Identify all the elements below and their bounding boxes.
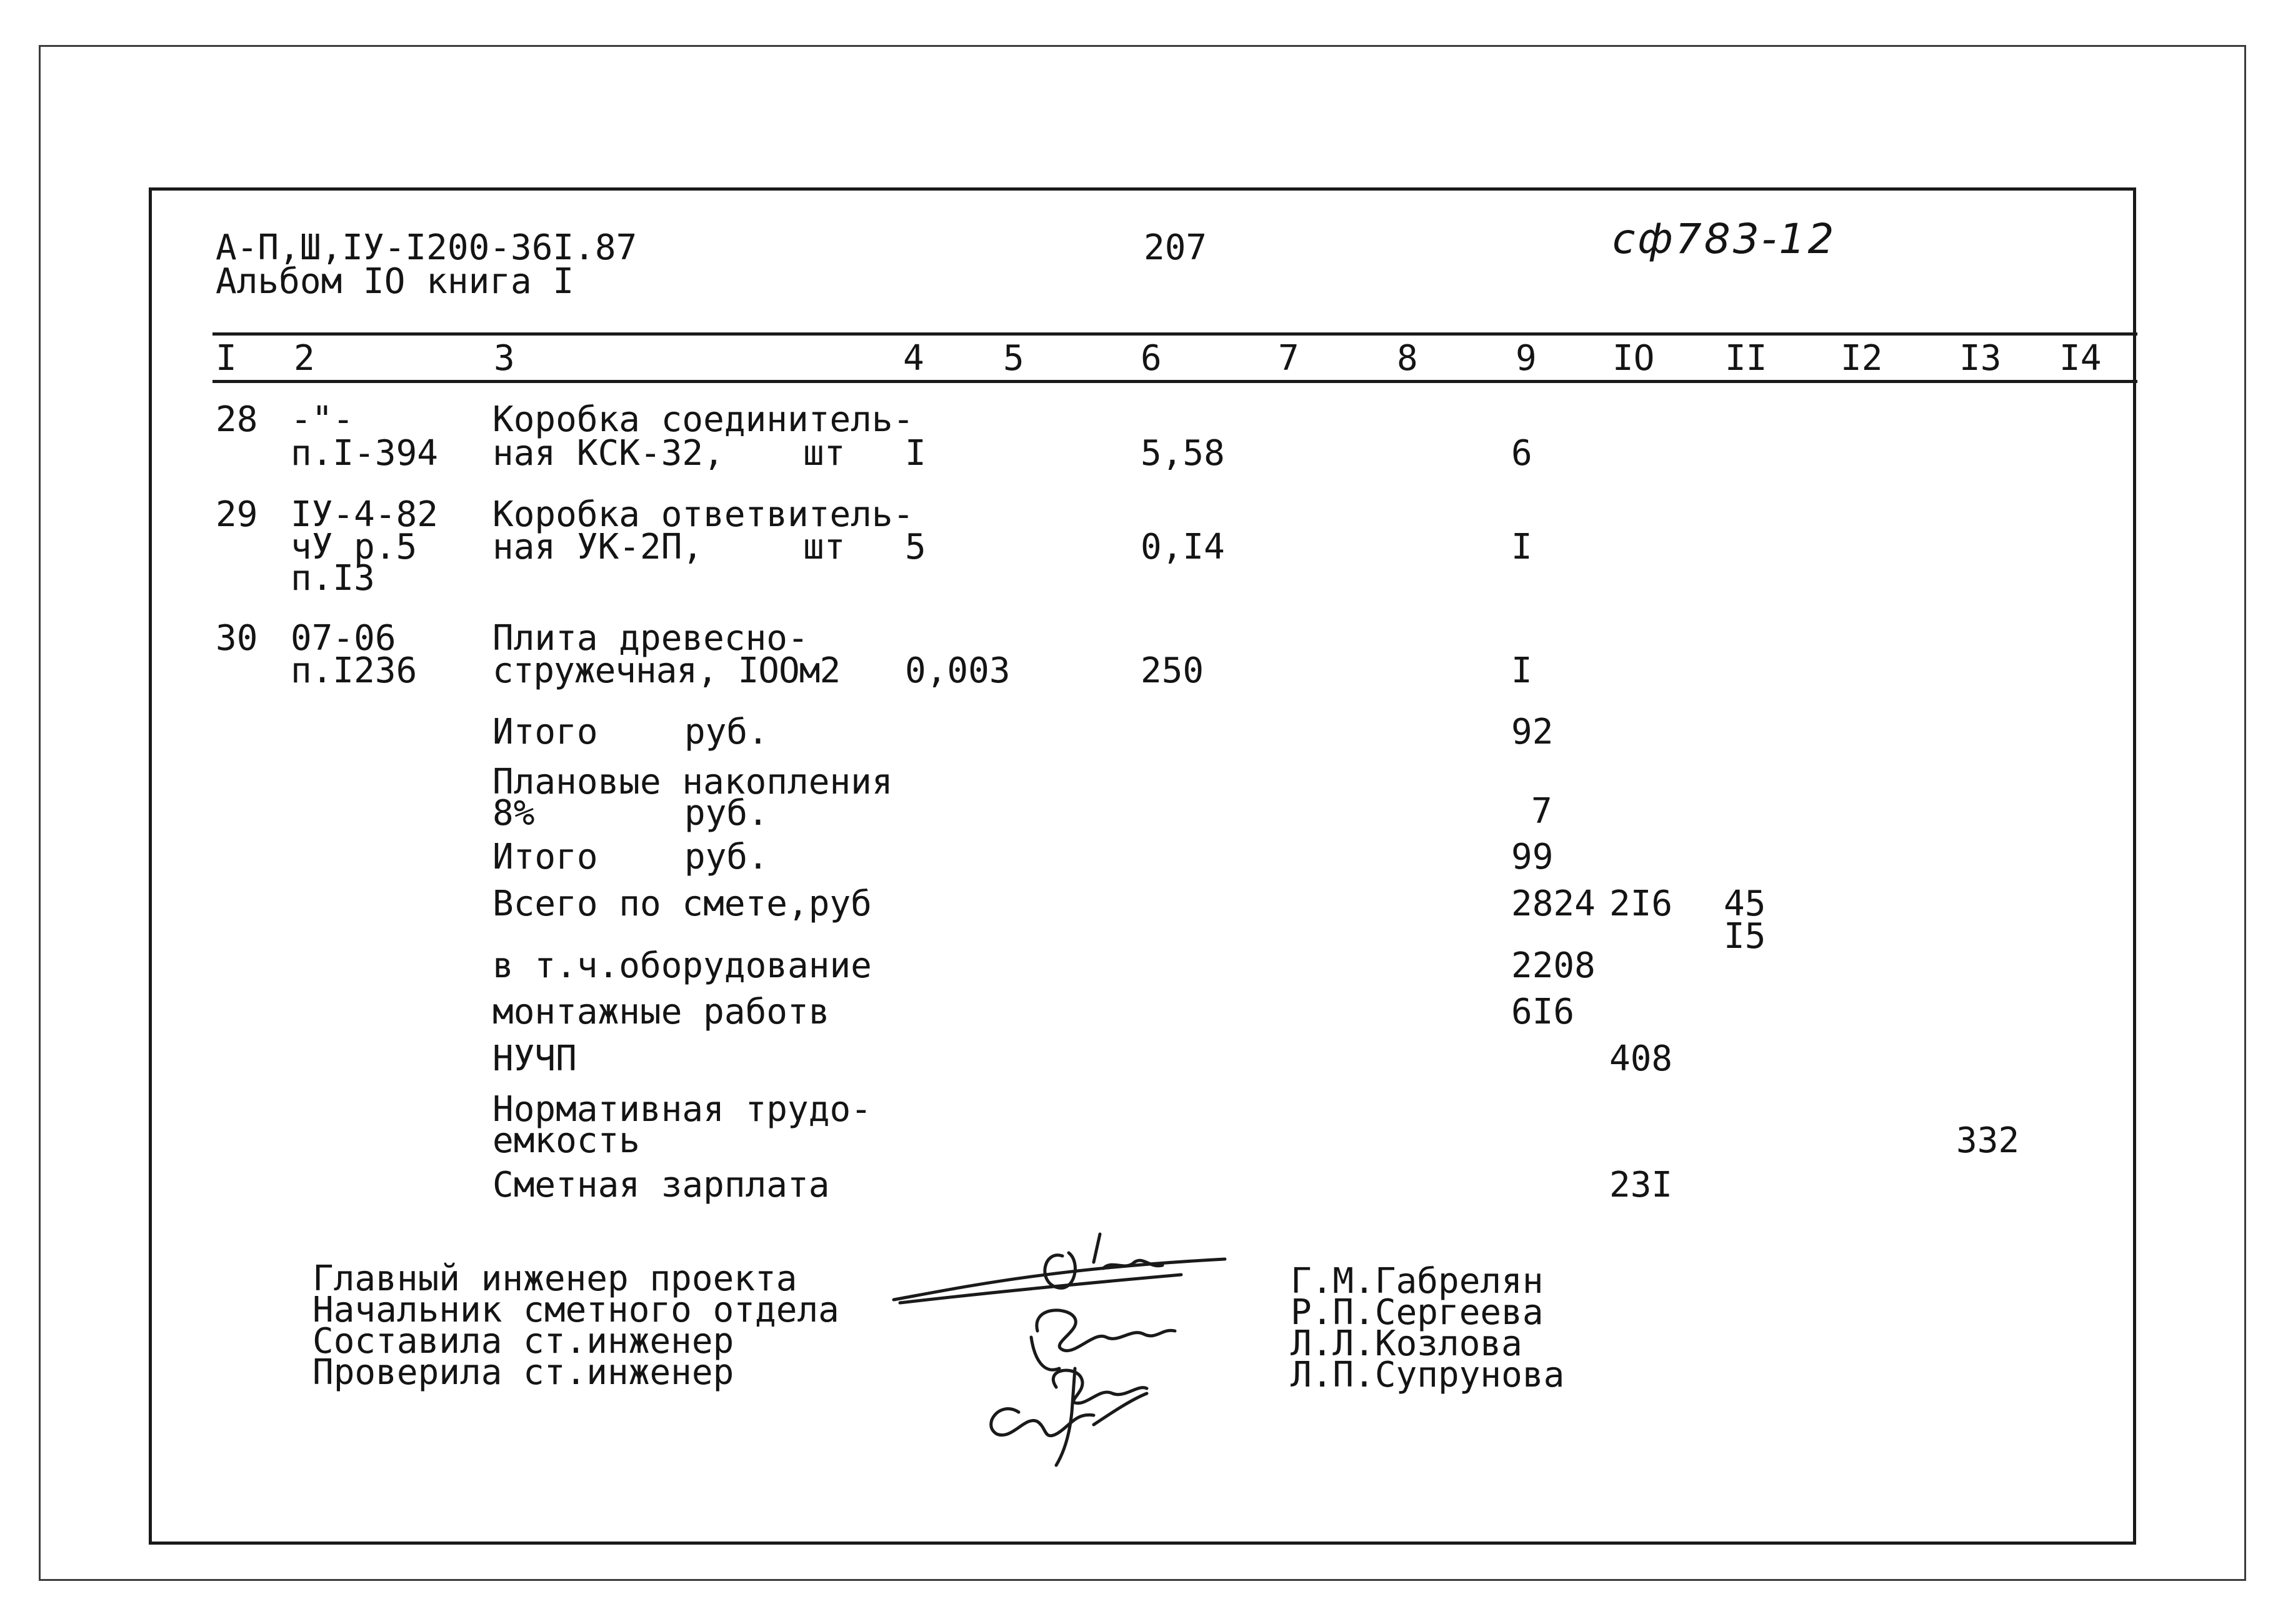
signer-name: Л.П.Супрунова [1291, 1355, 1565, 1395]
page-number: 207 [1144, 227, 1207, 268]
row-name: Коробка ответвитель- [492, 494, 914, 535]
signer-name: Г.М.Габрелян [1291, 1261, 1544, 1302]
row-number: 28 [216, 399, 258, 440]
row-number: 30 [216, 618, 258, 659]
row-total: I [1511, 527, 1532, 567]
signature-stroke [1031, 1337, 1059, 1370]
row-name: ная КСК-32, [492, 433, 724, 474]
row-total: 6 [1511, 433, 1532, 474]
col-header-4: 4 [903, 338, 924, 379]
row-unit: шт [803, 527, 846, 567]
nuchp-value: 408 [1609, 1039, 1673, 1079]
document-code: А-П,Ш,IУ-I200-36I.87 [216, 227, 637, 268]
col-header-11: II [1725, 338, 1767, 379]
signer-role: Проверила ст.инженер [312, 1352, 734, 1393]
signer-role: Главный инженер проекта [312, 1258, 797, 1299]
total-estimate-col11: I5 [1724, 916, 1766, 957]
header-rule-bottom [212, 380, 2137, 383]
row-price: 0,I4 [1141, 527, 1225, 567]
signature-stroke [1094, 1393, 1147, 1425]
row-reference: IУ-4-82 [291, 494, 439, 535]
row-name: ная УК-2П, [492, 527, 704, 567]
row-reference: -"- [291, 399, 354, 440]
row-price: 5,58 [1141, 433, 1225, 474]
album-label: Альбом IO книга I [216, 261, 574, 302]
itogo-unit: руб. [684, 712, 769, 752]
installation-value: 6I6 [1511, 992, 1575, 1032]
signature-stroke [1056, 1368, 1075, 1465]
signature-stroke [1053, 1370, 1147, 1403]
signer-role: Начальник сметного отдела [312, 1290, 839, 1330]
col-header-3: 3 [494, 338, 515, 379]
total-estimate-col10: 2I6 [1609, 884, 1673, 924]
planned-savings-unit: руб. [684, 793, 769, 834]
col-header-5: 5 [1003, 338, 1024, 379]
col-header-8: 8 [1397, 338, 1418, 379]
itogo-label: Итого [492, 837, 598, 877]
labor-label: емкость [492, 1120, 641, 1161]
col-header-14: I4 [2059, 338, 2102, 379]
col-header-9: 9 [1516, 338, 1537, 379]
row-number: 29 [216, 494, 258, 535]
header-rule-top [212, 332, 2137, 336]
row-reference: 07-06 [291, 618, 396, 659]
row-name: Коробка соединитель- [492, 399, 914, 440]
handwritten-signatures [887, 1225, 1237, 1475]
itogo-value: 99 [1511, 837, 1554, 877]
row-reference: п.I-394 [291, 433, 439, 474]
row-name: стружечная, IOOм2 [492, 650, 841, 691]
equipment-value: 2208 [1511, 945, 1596, 986]
total-estimate-label: Всего по смете,руб [492, 884, 872, 924]
row-quantity: 5 [905, 527, 926, 567]
salary-value: 23I [1609, 1165, 1673, 1205]
installation-label: монтажные работв [492, 992, 830, 1032]
col-header-1: I [216, 338, 237, 379]
labor-value: 332 [1956, 1120, 2020, 1161]
equipment-label: в т.ч.оборудование [492, 945, 872, 986]
row-reference: п.I3 [291, 558, 375, 599]
col-header-2: 2 [294, 338, 315, 379]
signer-name: Л.Л.Козлова [1291, 1323, 1522, 1364]
itogo-value: 92 [1511, 712, 1554, 752]
col-header-10: IO [1612, 338, 1655, 379]
row-name: Плита древесно- [492, 618, 809, 659]
signature-stroke [1037, 1310, 1175, 1351]
col-header-13: I3 [1959, 338, 2002, 379]
signer-name: Р.П.Сергеева [1291, 1292, 1544, 1333]
planned-savings-label: Плановые накопления [492, 762, 893, 802]
nuchp-label: НУЧП [492, 1039, 577, 1079]
row-reference: п.I236 [291, 650, 417, 691]
signer-role: Составила ст.инженер [312, 1321, 734, 1362]
total-estimate-col11: 45 [1724, 884, 1766, 924]
col-header-7: 7 [1278, 338, 1299, 379]
planned-savings-value: 7 [1531, 791, 1552, 832]
row-unit: шт [803, 433, 846, 474]
row-quantity: I [905, 433, 926, 474]
itogo-label: Итого [492, 712, 598, 752]
planned-savings-percent: 8% [492, 793, 535, 834]
row-quantity: 0,003 [905, 650, 1011, 691]
row-reference: чУ р.5 [291, 527, 417, 567]
col-header-12: I2 [1841, 338, 1883, 379]
row-total: I [1511, 650, 1532, 691]
labor-label: Нормативная трудо- [492, 1089, 872, 1130]
signature-stroke [991, 1409, 1094, 1436]
row-price: 250 [1141, 650, 1204, 691]
itogo-unit: руб. [684, 837, 769, 877]
handwritten-code: сф783-12 [1612, 215, 1837, 263]
salary-label: Сметная зарплата [492, 1165, 830, 1205]
signature-stroke [894, 1259, 1225, 1300]
signature-stroke [900, 1275, 1181, 1303]
total-estimate-col9: 2824 [1511, 884, 1596, 924]
signature-stroke [1094, 1234, 1162, 1268]
col-header-6: 6 [1141, 338, 1162, 379]
